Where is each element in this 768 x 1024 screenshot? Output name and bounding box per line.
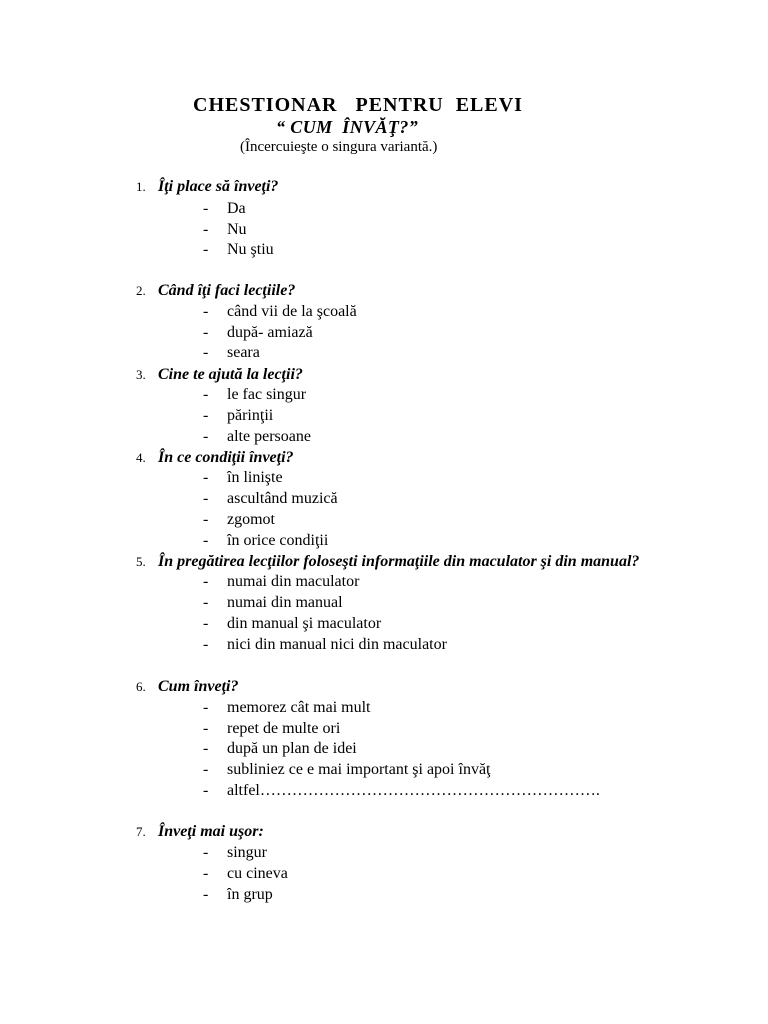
option-bullet: - — [203, 490, 209, 507]
option-item — [203, 760, 490, 780]
option-item — [203, 781, 600, 801]
option-item — [203, 885, 273, 905]
option-text: repet de multe ori — [227, 720, 341, 737]
option-text: numai din manual — [227, 594, 343, 611]
option-bullet: - — [203, 761, 209, 778]
option-bullet: - — [203, 386, 209, 403]
option-bullet: - — [203, 865, 209, 882]
question-1 — [136, 177, 278, 197]
option-item — [203, 635, 447, 655]
option-bullet: - — [203, 740, 209, 757]
option-text: zgomot — [227, 511, 275, 528]
option-item — [203, 323, 313, 343]
option-bullet: - — [203, 511, 209, 528]
option-text: seara — [227, 344, 260, 361]
option-item — [203, 572, 359, 592]
instruction-note: (Încercuieşte o singura variantă.) — [240, 139, 438, 155]
option-text: în grup — [227, 886, 273, 903]
question-6 — [136, 677, 238, 697]
question-number: 4. — [136, 450, 146, 465]
option-item — [203, 843, 267, 863]
option-item — [203, 302, 357, 322]
option-bullet: - — [203, 324, 209, 341]
option-item — [203, 468, 283, 488]
option-text: Da — [227, 200, 246, 217]
option-bullet: - — [203, 615, 209, 632]
option-bullet: - — [203, 699, 209, 716]
option-bullet: - — [203, 532, 209, 549]
option-item — [203, 698, 371, 718]
option-text: numai din maculator — [227, 573, 360, 590]
option-bullet: - — [203, 241, 209, 258]
option-text: subliniez ce e mai important şi apoi învăţ — [227, 761, 491, 778]
option-item — [203, 199, 246, 219]
option-text: cu cineva — [227, 865, 288, 882]
option-item — [203, 614, 381, 634]
option-bullet: - — [203, 886, 209, 903]
option-text: în orice condiţii — [227, 532, 329, 549]
question-text: Cum înveţi? — [158, 678, 239, 695]
question-7 — [136, 822, 264, 842]
option-text: ascultând muzică — [227, 490, 338, 507]
option-item — [203, 385, 306, 405]
option-item — [203, 489, 338, 509]
option-item — [203, 510, 275, 530]
option-bullet: - — [203, 221, 209, 238]
question-number: 6. — [136, 679, 146, 694]
question-number: 7. — [136, 824, 146, 839]
question-text: În pregătirea lecţiilor foloseşti informaţiile din maculator şi din manual? — [158, 553, 640, 570]
option-bullet: - — [203, 200, 209, 217]
option-text: părinţii — [227, 407, 274, 424]
question-number: 5. — [136, 554, 146, 569]
option-text: după- amiază — [227, 324, 313, 341]
question-text: Cine te ajută la lecţii? — [158, 366, 303, 383]
option-text: în linişte — [227, 469, 283, 486]
question-number: 1. — [136, 179, 146, 194]
option-text: Nu ştiu — [227, 241, 274, 258]
option-bullet: - — [203, 573, 209, 590]
question-3 — [136, 365, 303, 385]
option-bullet: - — [203, 469, 209, 486]
option-text: după un plan de idei — [227, 740, 357, 757]
option-bullet: - — [203, 303, 209, 320]
option-bullet: - — [203, 594, 209, 611]
question-text: Îţi place să înveţi? — [158, 178, 279, 195]
option-text: singur — [227, 844, 267, 861]
option-bullet: - — [203, 636, 209, 653]
question-text: Înveţi mai uşor: — [158, 823, 264, 840]
option-item — [203, 739, 357, 759]
option-bullet: - — [203, 720, 209, 737]
document-title: CHESTIONAR PENTRU ELEVI — [193, 94, 523, 116]
option-text: când vii de la şcoală — [227, 303, 357, 320]
option-text: le fac singur — [227, 386, 307, 403]
option-item — [203, 343, 260, 363]
option-text: nici din manual nici din maculator — [227, 636, 447, 653]
option-item — [203, 719, 340, 739]
option-bullet: - — [203, 782, 209, 799]
option-text: altfel………………………………………………………. — [227, 782, 600, 799]
question-4 — [136, 448, 294, 468]
option-item — [203, 220, 247, 240]
option-text: memorez cât mai mult — [227, 699, 371, 716]
option-item — [203, 427, 311, 447]
question-number: 2. — [136, 283, 146, 298]
option-bullet: - — [203, 428, 209, 445]
option-item — [203, 593, 343, 613]
option-text: alte persoane — [227, 428, 311, 445]
option-bullet: - — [203, 344, 209, 361]
option-bullet: - — [203, 844, 209, 861]
question-text: Când îţi faci lecţiile? — [158, 282, 296, 299]
option-item — [203, 864, 288, 884]
question-5 — [136, 552, 639, 572]
option-bullet: - — [203, 407, 209, 424]
option-text: din manual şi maculator — [227, 615, 382, 632]
option-item — [203, 406, 273, 426]
option-item — [203, 240, 274, 260]
question-number: 3. — [136, 367, 146, 382]
question-text: În ce condiţii înveţi? — [158, 449, 294, 466]
question-2 — [136, 281, 295, 301]
option-item — [203, 531, 328, 551]
document-subtitle: “ CUM ÎNVĂŢ?” — [276, 117, 419, 137]
option-text: Nu — [227, 221, 247, 238]
